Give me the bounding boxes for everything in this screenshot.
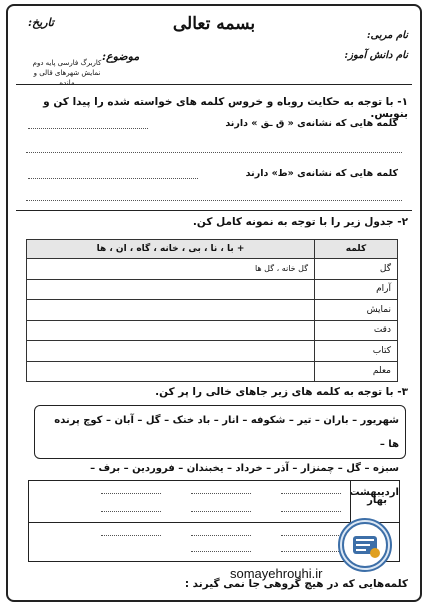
answer-line[interactable]: [191, 493, 251, 494]
answer-line[interactable]: [26, 152, 402, 153]
question-2: ۲- جدول زیر را با توجه به نمونه کامل کن.: [192, 216, 408, 228]
table-answer[interactable]: [27, 341, 315, 362]
section-divider: [16, 210, 412, 211]
table-row: [27, 361, 398, 382]
question-1-part-a: کلمه هایی که نشانه‌ی « ق ـق » دارند: [225, 118, 398, 129]
teacher-name-label: نام مربی:: [366, 30, 408, 41]
table-row: [27, 320, 398, 341]
word-table: [26, 239, 398, 382]
answer-line[interactable]: [28, 128, 148, 129]
answer-line[interactable]: [191, 551, 251, 552]
word-bank-line-2: سبزه – گل – چمنزار – آذر – خرداد – یخبندان – فروردین – برف – اردیبهشت: [90, 463, 399, 498]
season-spring-label: بهار: [367, 495, 387, 506]
question-1: ۱- با توجه به حکایت روباه و خروس کلمه های خواسته شده را پیدا کن و بنویس.: [43, 96, 408, 120]
table-word: کتاب: [315, 341, 398, 362]
table-answer[interactable]: [27, 361, 315, 382]
table-word: دقت: [315, 320, 398, 341]
table-word: آرام: [315, 279, 398, 300]
table-answer[interactable]: گل خانه ، گل ها: [27, 259, 315, 280]
table-row: [27, 300, 398, 321]
watermark-url: somayehrouhi.ir: [230, 566, 323, 581]
table-row: [27, 279, 398, 300]
answer-line[interactable]: [26, 200, 402, 201]
table-answer[interactable]: [27, 300, 315, 321]
table-header-row: [27, 240, 398, 259]
answer-line[interactable]: [101, 535, 161, 536]
word-bank-line-1: شهریور – باران – تیر – شکوفه – انار – باد خنک – گل – آبان – کوچ پرنده ها –: [54, 415, 399, 450]
answer-line[interactable]: [281, 493, 341, 494]
question-3-footer: کلمه‌هایی که در هیچ گروهی جا نمی گیرند :: [184, 578, 408, 590]
answer-line[interactable]: [191, 535, 251, 536]
answer-line[interactable]: [191, 511, 251, 512]
question-1-part-b: کلمه هایی که نشانه‌ی «ط» دارند: [245, 168, 398, 179]
answer-line[interactable]: [281, 551, 341, 552]
table-word: معلم: [315, 361, 398, 382]
page-title: بسمه تعالی: [172, 14, 256, 34]
subject-label: موضوع:: [102, 50, 140, 63]
answer-line[interactable]: [281, 535, 341, 536]
table-word: نمایش: [315, 300, 398, 321]
word-bank: [34, 405, 406, 498]
row-divider: [29, 522, 399, 523]
answer-line[interactable]: [101, 493, 161, 494]
answer-line[interactable]: [281, 511, 341, 512]
answer-line[interactable]: [101, 511, 161, 512]
date-label: تاریخ:: [28, 16, 54, 29]
header-divider: [16, 84, 412, 85]
table-answer[interactable]: [27, 279, 315, 300]
column-header-word: کلمه: [315, 240, 398, 259]
question-3: ۳- با توجه به کلمه های زیر جاهای خالی را پر کن.: [155, 386, 408, 398]
table-word: گل: [315, 259, 398, 280]
worksheet-frame: [6, 4, 422, 602]
student-name-label: نام دانش آموز:: [344, 50, 408, 61]
table-row: [27, 259, 398, 280]
subject-value: کاربرگ فارسی پایه دوم نمایش شهرهای قالی و مانده: [32, 59, 102, 87]
table-row: [27, 341, 398, 362]
site-logo-icon: [338, 518, 392, 572]
answer-line[interactable]: [28, 178, 198, 179]
table-answer[interactable]: [27, 320, 315, 341]
column-header-suffix: + با ، نا ، بی ، خانه ، گاه ، ان ، ها: [27, 240, 315, 259]
